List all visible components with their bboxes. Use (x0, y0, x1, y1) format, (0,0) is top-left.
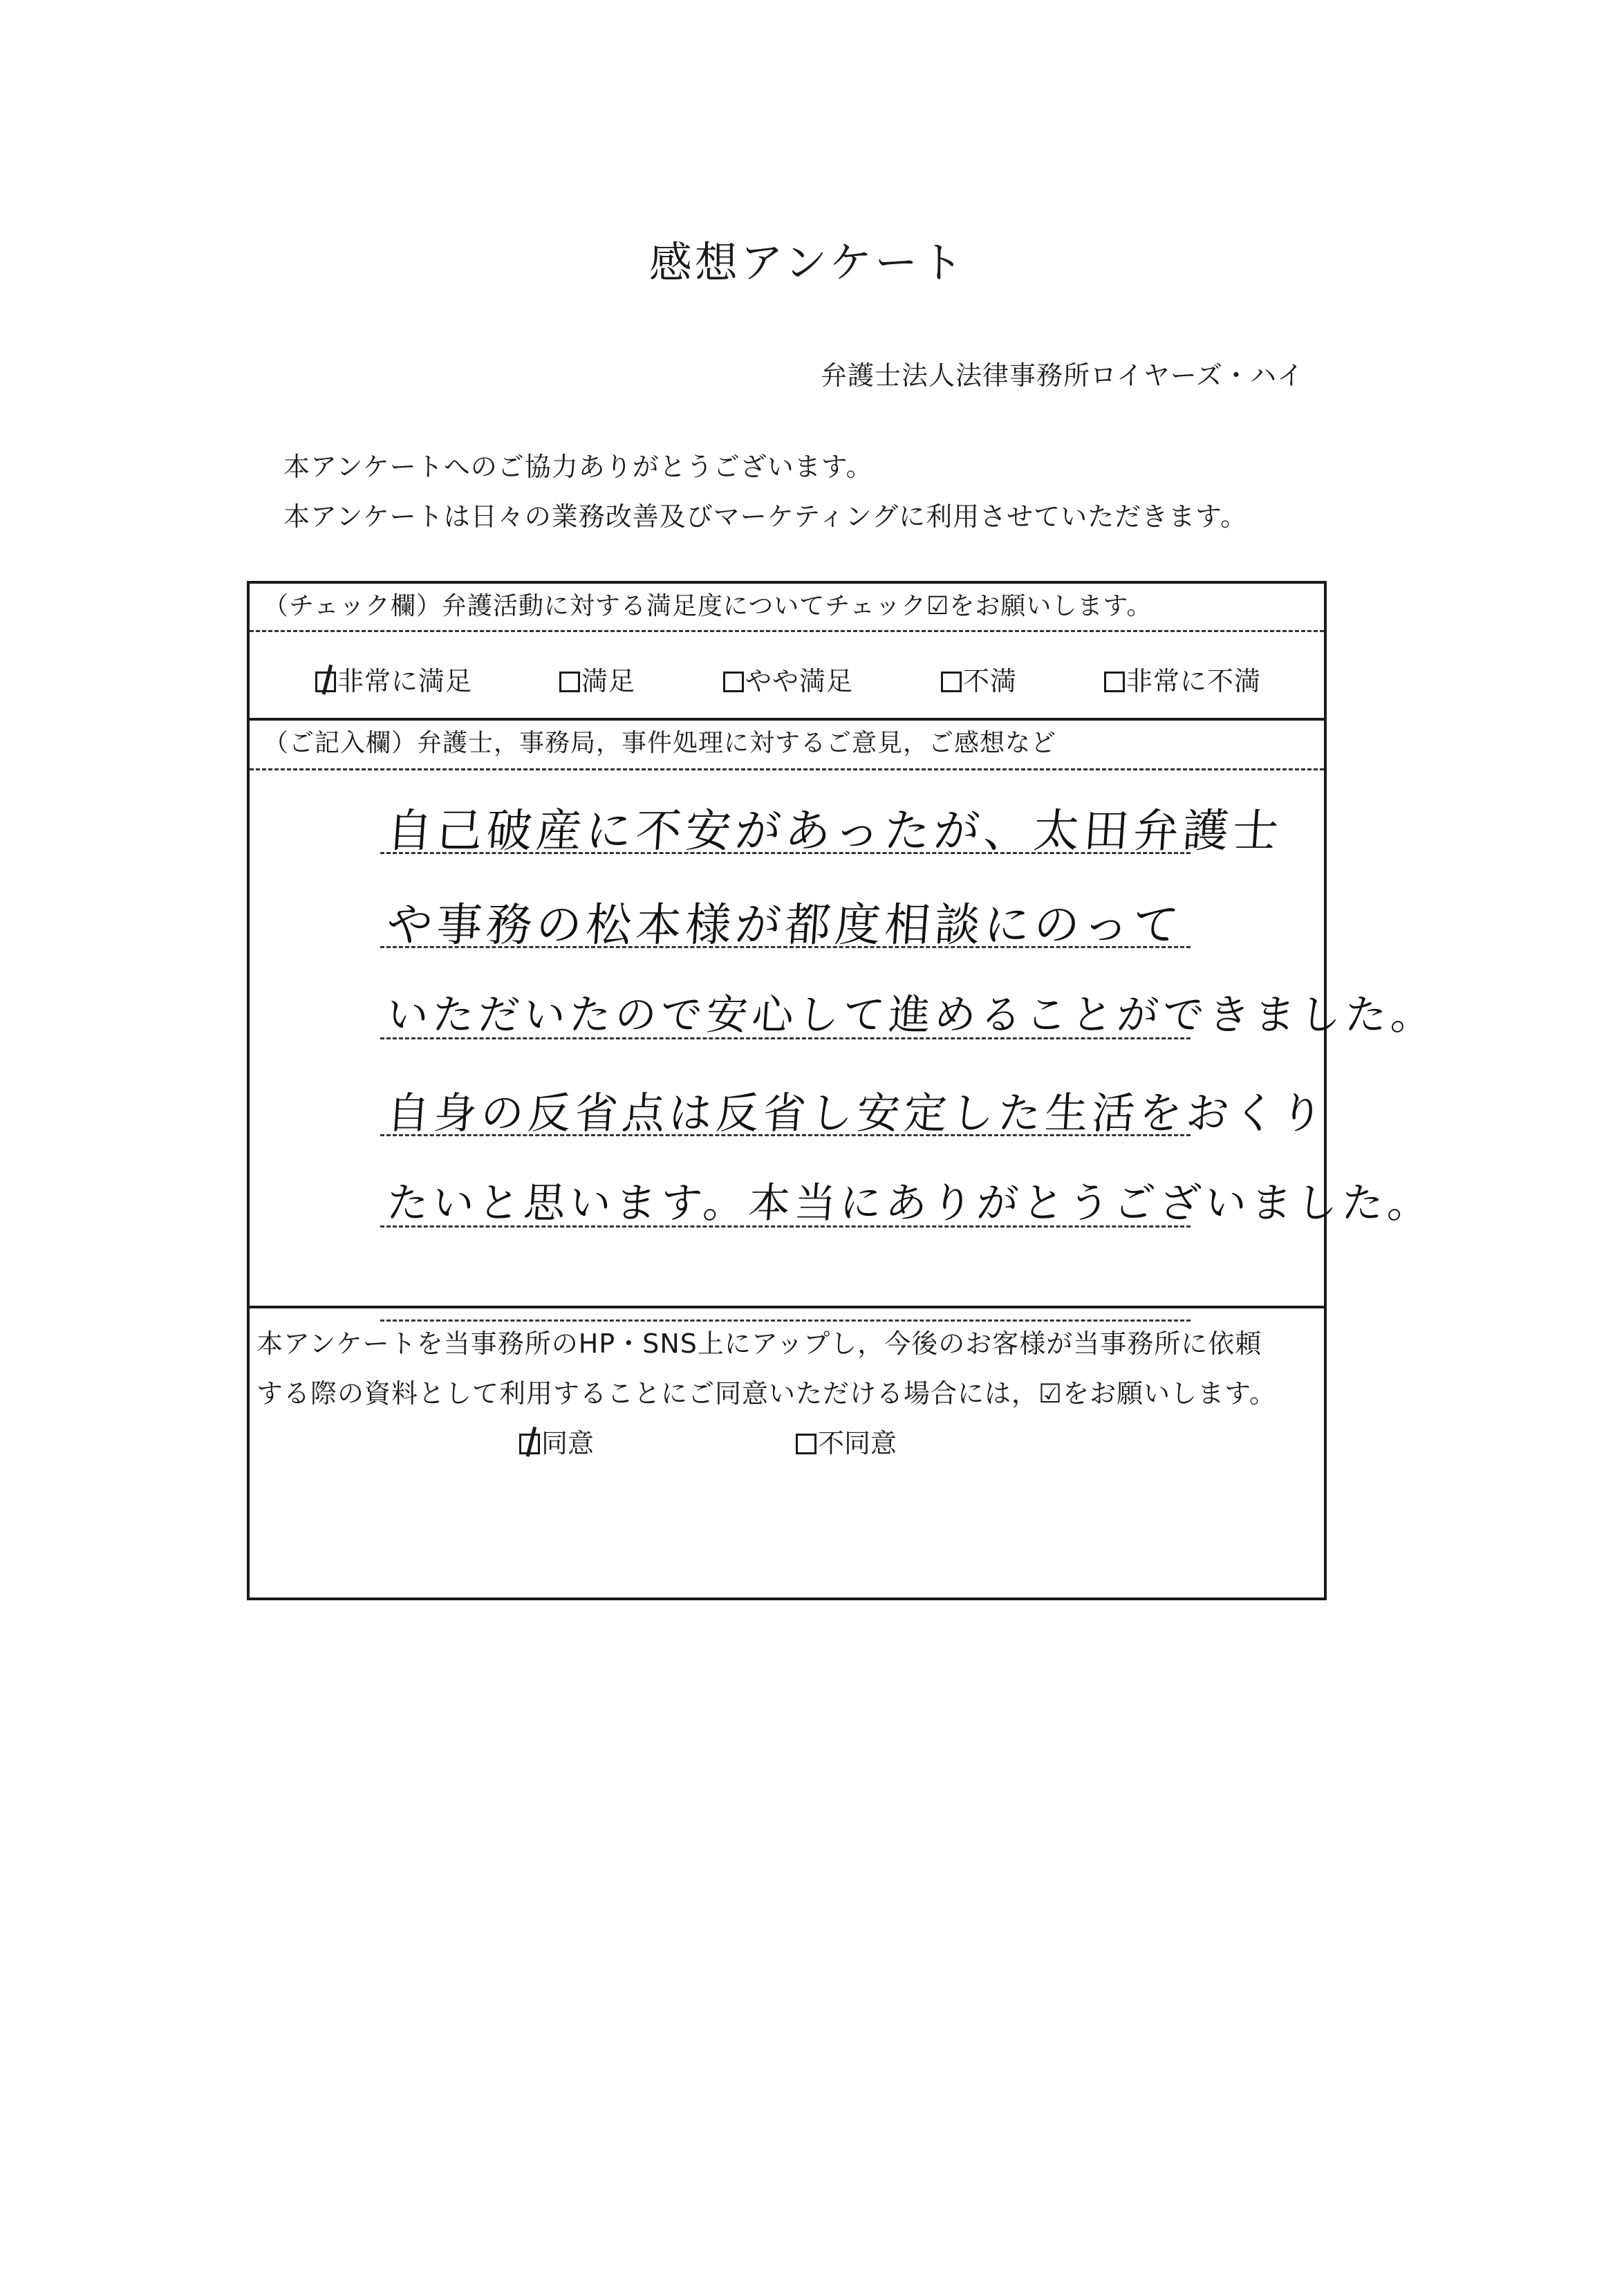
option-label: やや満足 (745, 666, 854, 696)
checkbox-checked-icon[interactable] (519, 1434, 540, 1454)
option-disagree[interactable] (796, 1422, 897, 1460)
option-very-dissatisfied[interactable] (1104, 660, 1261, 698)
checkbox-icon[interactable] (723, 672, 744, 692)
handwritten-line-5: たいと思います。本当にありがとうございました。 (385, 1179, 1435, 1228)
handwritten-line-2: や事務の松本様が都度相談にのって (384, 898, 1185, 952)
option-very-satisfied[interactable] (315, 660, 472, 698)
consent-text-line-1: 本アンケートを当事務所のHP・SNS上にアップし，今後のお客様が当事務所に依頼 (256, 1328, 1262, 1359)
option-label: 満足 (581, 666, 636, 696)
checkbox-icon[interactable] (941, 672, 962, 692)
handwritten-line-3: いただいたので安心して進めることができました。 (385, 991, 1439, 1039)
writing-line (380, 1225, 1191, 1228)
satisfaction-options (250, 632, 1324, 721)
checkbox-icon[interactable] (796, 1434, 816, 1454)
intro-line-1: 本アンケートへのご協力ありがとうございます。 (283, 452, 873, 482)
writing-line (380, 852, 1191, 854)
option-label: 非常に満足 (337, 666, 473, 696)
consent-section (250, 1308, 1324, 1598)
writing-line (380, 946, 1191, 948)
option-somewhat-satisfied[interactable] (723, 660, 853, 698)
writing-line (380, 1037, 1191, 1039)
check-section-header: （チェック欄）弁護活動に対する満足度についてチェック☑をお願いします。 (250, 584, 1324, 632)
comment-section-header: （ご記入欄）弁護士，事務局，事件処理に対するご意見，ご感想など (250, 721, 1324, 770)
intro-line-2: 本アンケートは日々の業務改善及びマーケティングに利用させていただきます。 (283, 501, 1248, 532)
checkbox-icon[interactable] (559, 672, 580, 692)
handwritten-line-1: 自己破産に不安があったが、太田弁護士 (384, 804, 1285, 858)
option-label: 同意 (541, 1428, 595, 1459)
option-label: 非常に不満 (1126, 666, 1262, 696)
survey-title: 感想アンケート (648, 237, 967, 288)
handwritten-line-4: 自身の反省点は反省し安定した生活をおくり (385, 1088, 1329, 1138)
writing-line (380, 1320, 1191, 1322)
consent-text-line-2: する際の資料として利用することにご同意いただける場合には，☑をお願いします。 (256, 1378, 1277, 1409)
writing-line (380, 1134, 1191, 1136)
option-dissatisfied[interactable] (941, 660, 1017, 698)
option-satisfied[interactable] (559, 660, 635, 698)
option-label: 不満 (963, 666, 1018, 696)
checkbox-checked-icon[interactable] (315, 672, 336, 692)
organization-name: 弁護士法人法律事務所ロイヤーズ・ハイ (821, 360, 1304, 391)
option-label: 不同意 (818, 1428, 897, 1459)
checkbox-icon[interactable] (1104, 672, 1125, 692)
option-agree[interactable] (519, 1422, 594, 1460)
